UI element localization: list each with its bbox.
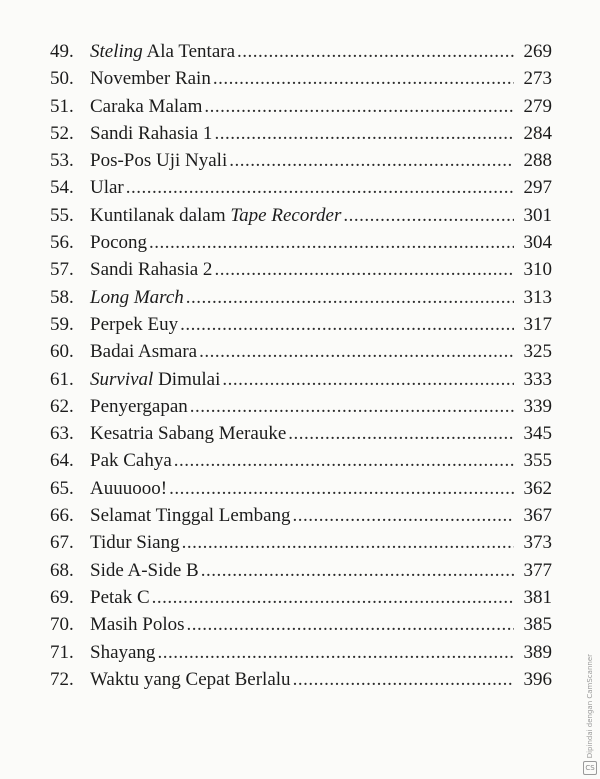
dot-leader [152, 584, 514, 611]
toc-entry [50, 529, 552, 556]
toc-entry [50, 284, 552, 311]
entry-title: November Rain [90, 68, 211, 90]
toc-entry [50, 639, 552, 666]
entry-title: Pocong [90, 232, 147, 254]
dot-leader [237, 38, 514, 65]
entry-title-text: Dimulai [153, 368, 221, 390]
entry-page-number: 284 [523, 122, 552, 144]
toc-entry [50, 447, 552, 474]
entry-page-number: 301 [523, 204, 552, 226]
entry-title [90, 38, 235, 65]
table-of-contents [50, 38, 552, 693]
entry-page-number: 355 [523, 450, 552, 472]
dot-leader [149, 229, 514, 256]
entry-number: 61. [50, 368, 74, 390]
entry-title: Waktu yang Cepat Berlalu [90, 668, 291, 690]
entry-number: 64. [50, 450, 74, 472]
entry-title: Masih Polos [90, 614, 185, 636]
entry-number: 69. [50, 586, 74, 608]
toc-entry [50, 174, 552, 201]
toc-entry [50, 65, 552, 92]
dot-leader [343, 202, 514, 229]
toc-entry [50, 338, 552, 365]
dot-leader [288, 420, 514, 447]
dot-leader [222, 366, 514, 393]
entry-page-number: 396 [523, 668, 552, 690]
entry-page-number: 389 [523, 641, 552, 663]
entry-page-number: 273 [523, 68, 552, 90]
entry-page-number: 362 [523, 477, 552, 499]
entry-number: 54. [50, 177, 74, 199]
entry-page-number: 333 [523, 368, 552, 390]
entry-page-number: 345 [523, 423, 552, 445]
dot-leader [293, 666, 514, 693]
entry-number: 53. [50, 150, 74, 172]
dot-leader [214, 120, 514, 147]
entry-title: Kesatria Sabang Merauke [90, 423, 287, 445]
entry-number: 60. [50, 341, 74, 363]
dot-leader [190, 393, 514, 420]
entry-number: 62. [50, 395, 74, 417]
toc-entry [50, 475, 552, 502]
entry-number: 63. [50, 423, 74, 445]
toc-entry [50, 147, 552, 174]
dot-leader [126, 174, 514, 201]
entry-title [90, 366, 220, 393]
entry-number: 67. [50, 532, 74, 554]
entry-page-number: 339 [523, 395, 552, 417]
dot-leader [213, 65, 514, 92]
entry-page-number: 279 [523, 95, 552, 117]
entry-number: 51. [50, 95, 74, 117]
dot-leader [199, 338, 514, 365]
entry-title: Petak C [90, 586, 150, 608]
entry-page-number: 297 [523, 177, 552, 199]
entry-title: Tidur Siang [90, 532, 180, 554]
entry-title: Sandi Rahasia 1 [90, 122, 213, 144]
dot-leader [229, 147, 514, 174]
entry-page-number: 288 [523, 150, 552, 172]
entry-page-number: 325 [523, 341, 552, 363]
dot-leader [186, 284, 514, 311]
toc-entry [50, 93, 552, 120]
entry-number: 52. [50, 122, 74, 144]
camscanner-logo-icon: CS [583, 761, 597, 775]
watermark-text: Dipindai dengan CamScanner [586, 653, 594, 758]
toc-entry [50, 202, 552, 229]
entry-title: Caraka Malam [90, 95, 203, 117]
camscanner-watermark [582, 655, 598, 775]
dot-leader [180, 311, 514, 338]
entry-title-italic: Survival [90, 368, 154, 390]
toc-entry [50, 311, 552, 338]
entry-number: 59. [50, 313, 74, 335]
entry-title-italic: Long March [90, 286, 184, 308]
toc-entry [50, 256, 552, 283]
entry-number: 49. [50, 41, 74, 62]
toc-entry [50, 38, 552, 65]
entry-title-text: Ala Tentara [142, 41, 236, 62]
entry-title: Selamat Tinggal Lembang [90, 505, 291, 527]
entry-title-text: Kuntilanak dalam [90, 204, 231, 226]
entry-page-number: 313 [523, 286, 552, 308]
entry-number: 55. [50, 204, 74, 226]
entry-title: Pos-Pos Uji Nyali [90, 150, 228, 172]
toc-entry [50, 611, 552, 638]
toc-entry [50, 120, 552, 147]
toc-entry [50, 584, 552, 611]
toc-entry [50, 666, 552, 693]
entry-title-italic: Steling [90, 41, 143, 62]
entry-page-number: 377 [523, 559, 552, 581]
entry-title: Auuuooo! [90, 477, 168, 499]
entry-number: 56. [50, 232, 74, 254]
entry-number: 50. [50, 68, 74, 90]
toc-entry [50, 229, 552, 256]
entry-number: 68. [50, 559, 74, 581]
entry-page-number: 385 [523, 614, 552, 636]
toc-entry [50, 557, 552, 584]
dot-leader [293, 502, 514, 529]
entry-title [90, 284, 184, 311]
dot-leader [201, 557, 514, 584]
entry-number: 71. [50, 641, 74, 663]
entry-title-italic: Tape Recorder [230, 204, 342, 226]
entry-page-number: 381 [523, 586, 552, 608]
entry-title [90, 202, 341, 229]
entry-number: 57. [50, 259, 74, 281]
entry-title: Perpek Euy [90, 313, 179, 335]
toc-entry [50, 502, 552, 529]
dot-leader [169, 475, 514, 502]
entry-title: Ular [90, 177, 124, 199]
entry-page-number: 304 [523, 232, 552, 254]
entry-title: Penyergapan [90, 395, 188, 417]
entry-number: 65. [50, 477, 74, 499]
dot-leader [157, 639, 514, 666]
toc-entry [50, 420, 552, 447]
entry-number: 58. [50, 286, 74, 308]
entry-title: Shayang [90, 641, 156, 663]
entry-page-number: 373 [523, 532, 552, 554]
dot-leader [174, 447, 514, 474]
entry-title: Pak Cahya [90, 450, 172, 472]
entry-number: 70. [50, 614, 74, 636]
entry-page-number: 317 [523, 313, 552, 335]
entry-page-number: 310 [523, 259, 552, 281]
entry-number: 72. [50, 668, 74, 690]
toc-entry [50, 366, 552, 393]
entry-title: Badai Asmara [90, 341, 198, 363]
dot-leader [204, 93, 514, 120]
dot-leader [214, 256, 514, 283]
entry-number: 66. [50, 505, 74, 527]
entry-title: Sandi Rahasia 2 [90, 259, 213, 281]
dot-leader [182, 529, 514, 556]
dot-leader [187, 611, 515, 638]
entry-page-number: 269 [523, 41, 552, 62]
entry-page-number: 367 [523, 505, 552, 527]
entry-title: Side A-Side B [90, 559, 199, 581]
toc-entry [50, 393, 552, 420]
